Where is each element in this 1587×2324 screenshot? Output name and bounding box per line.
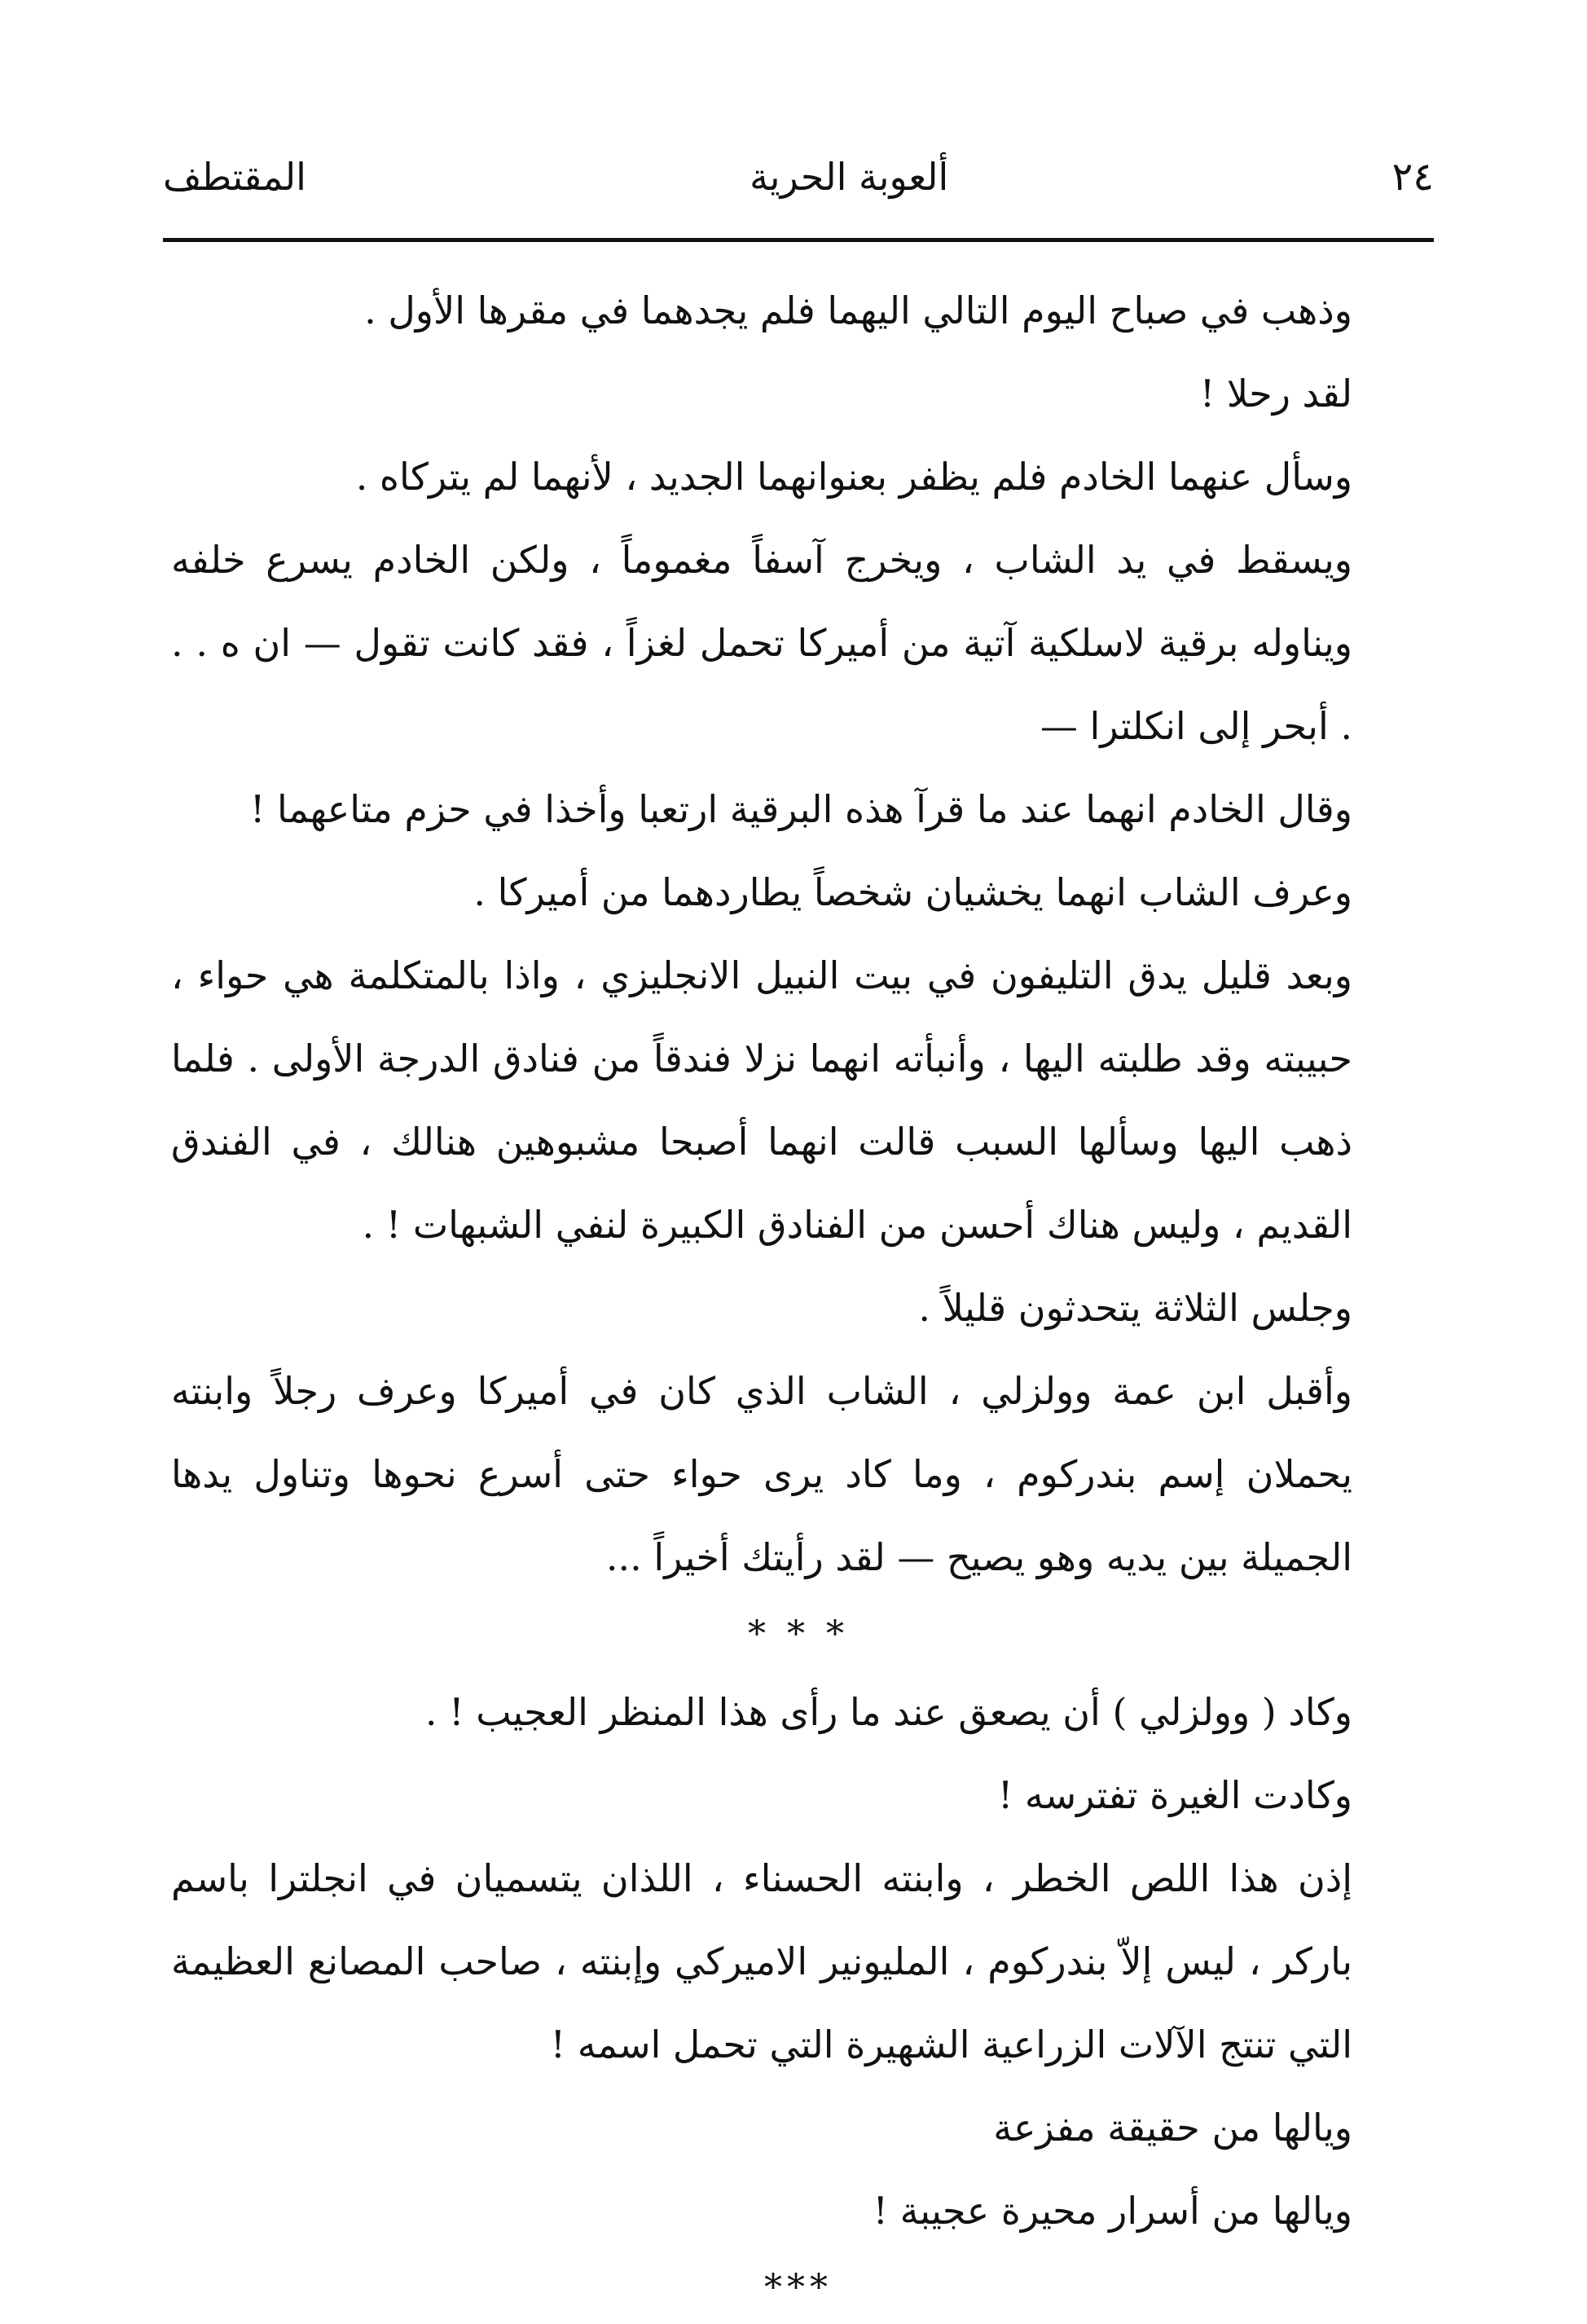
paragraph: إذن هذا اللص الخطر ، وابنته الحسناء ، اللذان يتسميان في انجلترا باسم باركر ، ليس إلاّ بندركوم ، المليونير الاميركي وإبنته ، صاحب المصانع العظيمة التي تنتج الآلات الزراعية الشهيرة التي تحمل اسمه ! xyxy=(171,1856,1352,2067)
paragraph: وعرف الشاب انهما يخشيان شخصاً يطاردهما من أميركا . xyxy=(473,870,1352,914)
magazine-name: المقتطف xyxy=(163,155,306,199)
header-rule xyxy=(163,238,1434,242)
paragraph: وقال الخادم انهما عند ما قرآ هذه البرقية ارتعبا وأخذا في حزم متاعهما ! xyxy=(249,787,1352,831)
section-separator: *** xyxy=(764,2267,833,2309)
page-number: ٢٤ xyxy=(1391,154,1434,200)
paragraph: وأقبل ابن عمة وولزلي ، الشاب الذي كان في أميركا وعرف رجلاً وابنته يحملان إسم بندركوم ، وما كاد يرى حواء حتى أسرع نحوها وتناول يدها الجميلة بين يديه وهو يصيح — لقد رأيتك أخيراً ... xyxy=(171,1369,1352,1579)
paragraph: ويالها من أسرار محيرة عجيبة ! xyxy=(873,2189,1352,2233)
paragraph: وكادت الغيرة تفترسه ! xyxy=(997,1773,1352,1817)
paragraph: ويسقط في يد الشاب ، ويخرج آسفاً مغموماً ، ولكن الخادم يسرع خلفه ويناوله برقية لاسلكية آتية من أميركا تحمل لغزاً ، فقد كانت تقول — ان ه . . . أبحر إلى انكلترا — xyxy=(171,538,1352,748)
paragraph: وبعد قليل يدق التليفون في بيت النبيل الانجليزي ، واذا بالمتكلمة هي حواء ، حبيبته وقد طلبته اليها ، وأنبأته انهما نزلا فندقاً من فنادق الدرجة الأولى . فلما ذهب اليها وسألها السبب قالت انهما أصبحا مشبوهين هنالك ، في الفندق القديم ، وليس هناك أحسن من الفنادق الكبيرة لنفي الشبهات ! . xyxy=(171,953,1352,1247)
story-title: ألعوبة الحرية xyxy=(750,155,949,199)
paragraph: وذهب في صباح اليوم التالي اليهما فلم يجدهما في مقرها الأول . xyxy=(364,288,1352,332)
paragraph: وكاد ( وولزلي ) أن يصعق عند ما رأى هذا المنظر العجيب ! . xyxy=(424,1690,1352,1734)
paragraph: وجلس الثلاثة يتحدثون قليلاً . xyxy=(918,1286,1352,1330)
body-text xyxy=(171,269,1426,2324)
paragraph: وسأل عنهما الخادم فلم يظفر بعنوانهما الجديد ، لأنهما لم يتركاه . xyxy=(355,455,1352,499)
section-separator: * * * xyxy=(748,1613,849,1655)
paragraph: لقد رحلا ! xyxy=(1199,372,1352,416)
running-header xyxy=(163,140,1434,213)
paragraph: ويالها من حقيقة مفزعة xyxy=(993,2106,1352,2150)
